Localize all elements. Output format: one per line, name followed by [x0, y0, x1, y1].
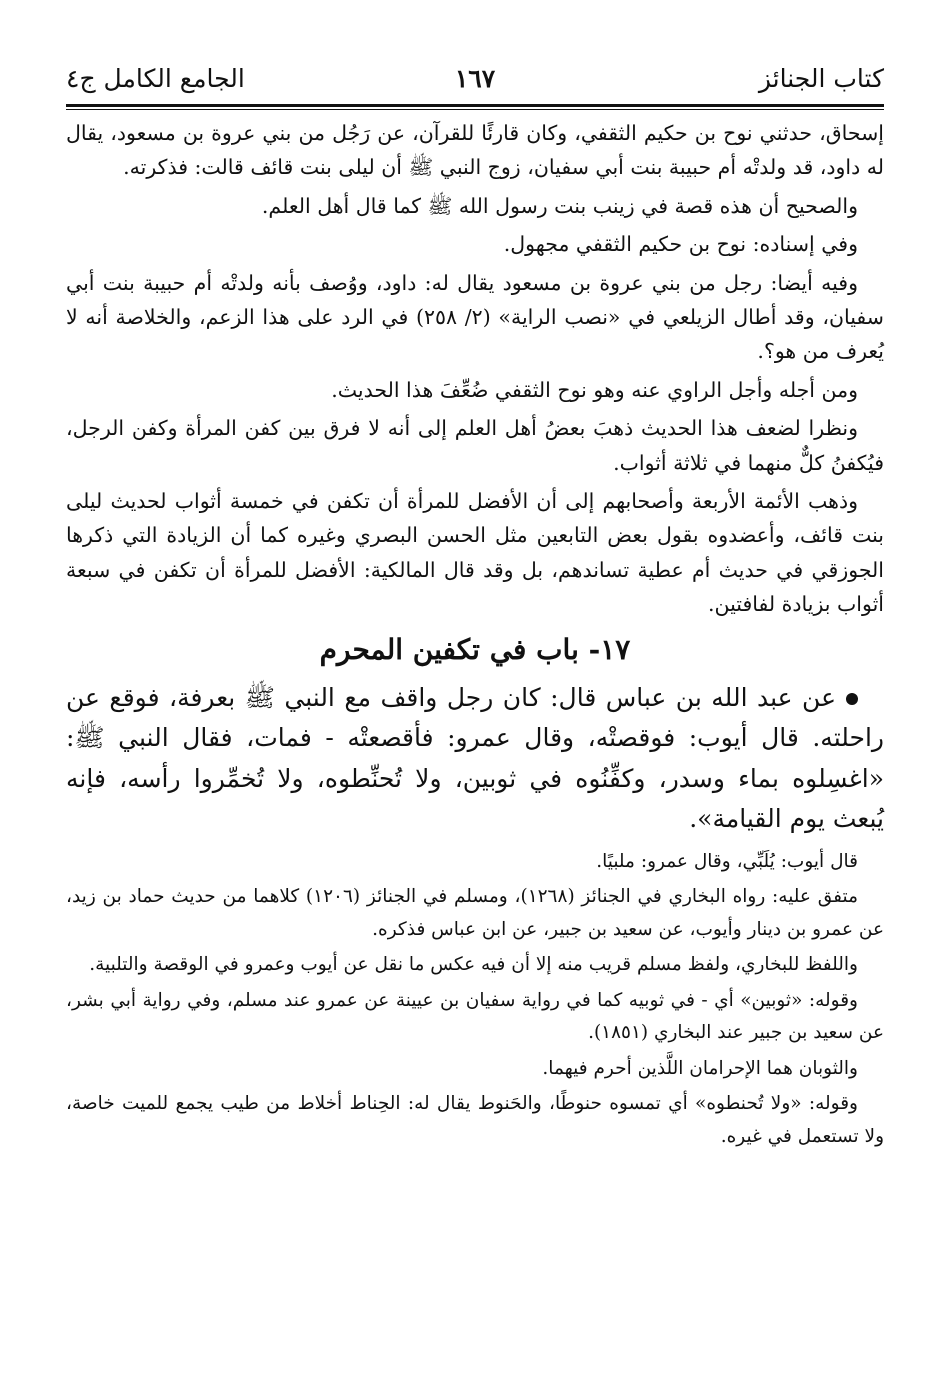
hadith-text: عن عبد الله بن عباس قال: كان رجل واقف مع النبي ﷺ بعرفة، فوقع عن راحلته. قال أيوب: فوقصتْه، وقال عمرو: فأقصعتْه - فمات، فقال النبي ﷺ: «اغسِلوه بماء وسدر، وكفِّنُوه في ثوبين، ولا تُحنِّطوه، ولا تُخمِّروا رأسه، فإنه يُبعث يوم القيامة».: [66, 682, 884, 834]
previous-commentary: [66, 116, 884, 622]
paragraph-correct-view: والصحيح أن هذه قصة في زينب بنت رسول الله ﷺ كما قال أهل العلم.: [261, 193, 858, 218]
running-header: [66, 60, 884, 104]
page-number: ١٦٧: [454, 64, 496, 93]
hadith-text-block: [66, 678, 884, 840]
paragraph-isnad-continuation: إسحاق، حدثني نوح بن حكيم الثقفي، وكان قارئًا للقرآن، عن رَجُل من بني عروة بن مسعود، يقال له داود، قد ولدتْه أم حبيبة بنت أبي سفيان، زوج النبي ﷺ أن ليلى بنت قائف قالت: فذكرته.: [66, 121, 884, 180]
hadith-commentary: [66, 846, 884, 1154]
header-volume-title: الجامع الكامل ج٤: [66, 64, 245, 93]
header-book-title: كتاب الجنائز: [758, 64, 884, 93]
paragraph-four-imams: وذهب الأئمة الأربعة وأصحابهم إلى أن الأفضل للمرأة أن تكفن في خمسة أثواب لحديث ليلى بنت قائف، وأعضدوه بقول بعض التابعين مثل الحسن البصري وغيره كما أن الزيادة التي ذكرها الجوزقي في حديث أم عطية تساندهم، بل وقد قال المالكية: الأفضل للمرأة أن تكفن في سبعة أثواب بزيادة لفافتين.: [66, 489, 884, 617]
paragraph-isnad-weakness: وفي إسناده: نوح بن حكيم الثقفي مجهول.: [503, 232, 858, 257]
header-rule-thin: [66, 109, 884, 110]
commentary-two-garments: وقوله: «ثوبين» أي - في ثوبيه كما في رواية سفيان بن عيينة عن عمرو عند مسلم، وفي رواية أبي بشر، عن سعيد بن جبير عند البخاري (١٨٥١).: [66, 989, 884, 1044]
commentary-talbiya: قال أيوب: يُلَبِّي، وقال عمرو: ملبيًا.: [596, 850, 858, 872]
paragraph-unknown-narrator: وفيه أيضا: رجل من بني عروة بن مسعود يقال له: داود، ووُصف بأنه ولدتْه أم حبيبة بنت أبي سفيان، وقد أطال الزيلعي في «نصب الراية» (٢/ ٢٥٨) في الرد على هذا الزعم، والخلاصة أنه لا يُعرف من هو؟.: [66, 270, 884, 364]
commentary-takhrij: متفق عليه: رواه البخاري في الجنائز (١٢٦٨)، ومسلم في الجنائز (١٢٠٦) كلاهما من حديث حماد بن زيد، عن عمرو بن دينار وأيوب، عن سعيد بن جبير، عن ابن عباس فذكره.: [66, 886, 884, 940]
paragraph-no-difference: ونظرا لضعف هذا الحديث ذهبَ بعضُ أهل العلم إلى أنه لا فرق بين كفن المرأة وكفن الرجل، فيُكفنُ كلٌّ منهما في ثلاثة أثواب.: [66, 416, 884, 475]
header-rule-thick: [66, 104, 884, 107]
commentary-hanut: وقوله: «ولا تُحنطوه» أي تمسوه حنوطًا، والحَنوط يقال له: الحِناط أخلاط من طيب يجمع للميت خاصة، ولا تستعمل في غيره.: [66, 1093, 884, 1147]
chapter-heading: ١٧- باب في تكفين المحرم: [319, 632, 631, 666]
paragraph-hadith-weakened: ومن أجله وأجل الراوي عنه وهو نوح الثقفي ضُعِّفَ هذا الحديث.: [331, 377, 858, 402]
commentary-wording: واللفظ للبخاري، ولفظ مسلم قريب منه إلا أن فيه عكس ما نقل عن أيوب وعمرو في الوقصة والتلبية.: [89, 954, 858, 976]
commentary-ihram: والثوبان هما الإحرامان اللَّذين أحرم فيهما.: [542, 1057, 858, 1079]
bullet-icon: [846, 693, 858, 705]
book-page: [66, 60, 884, 1156]
